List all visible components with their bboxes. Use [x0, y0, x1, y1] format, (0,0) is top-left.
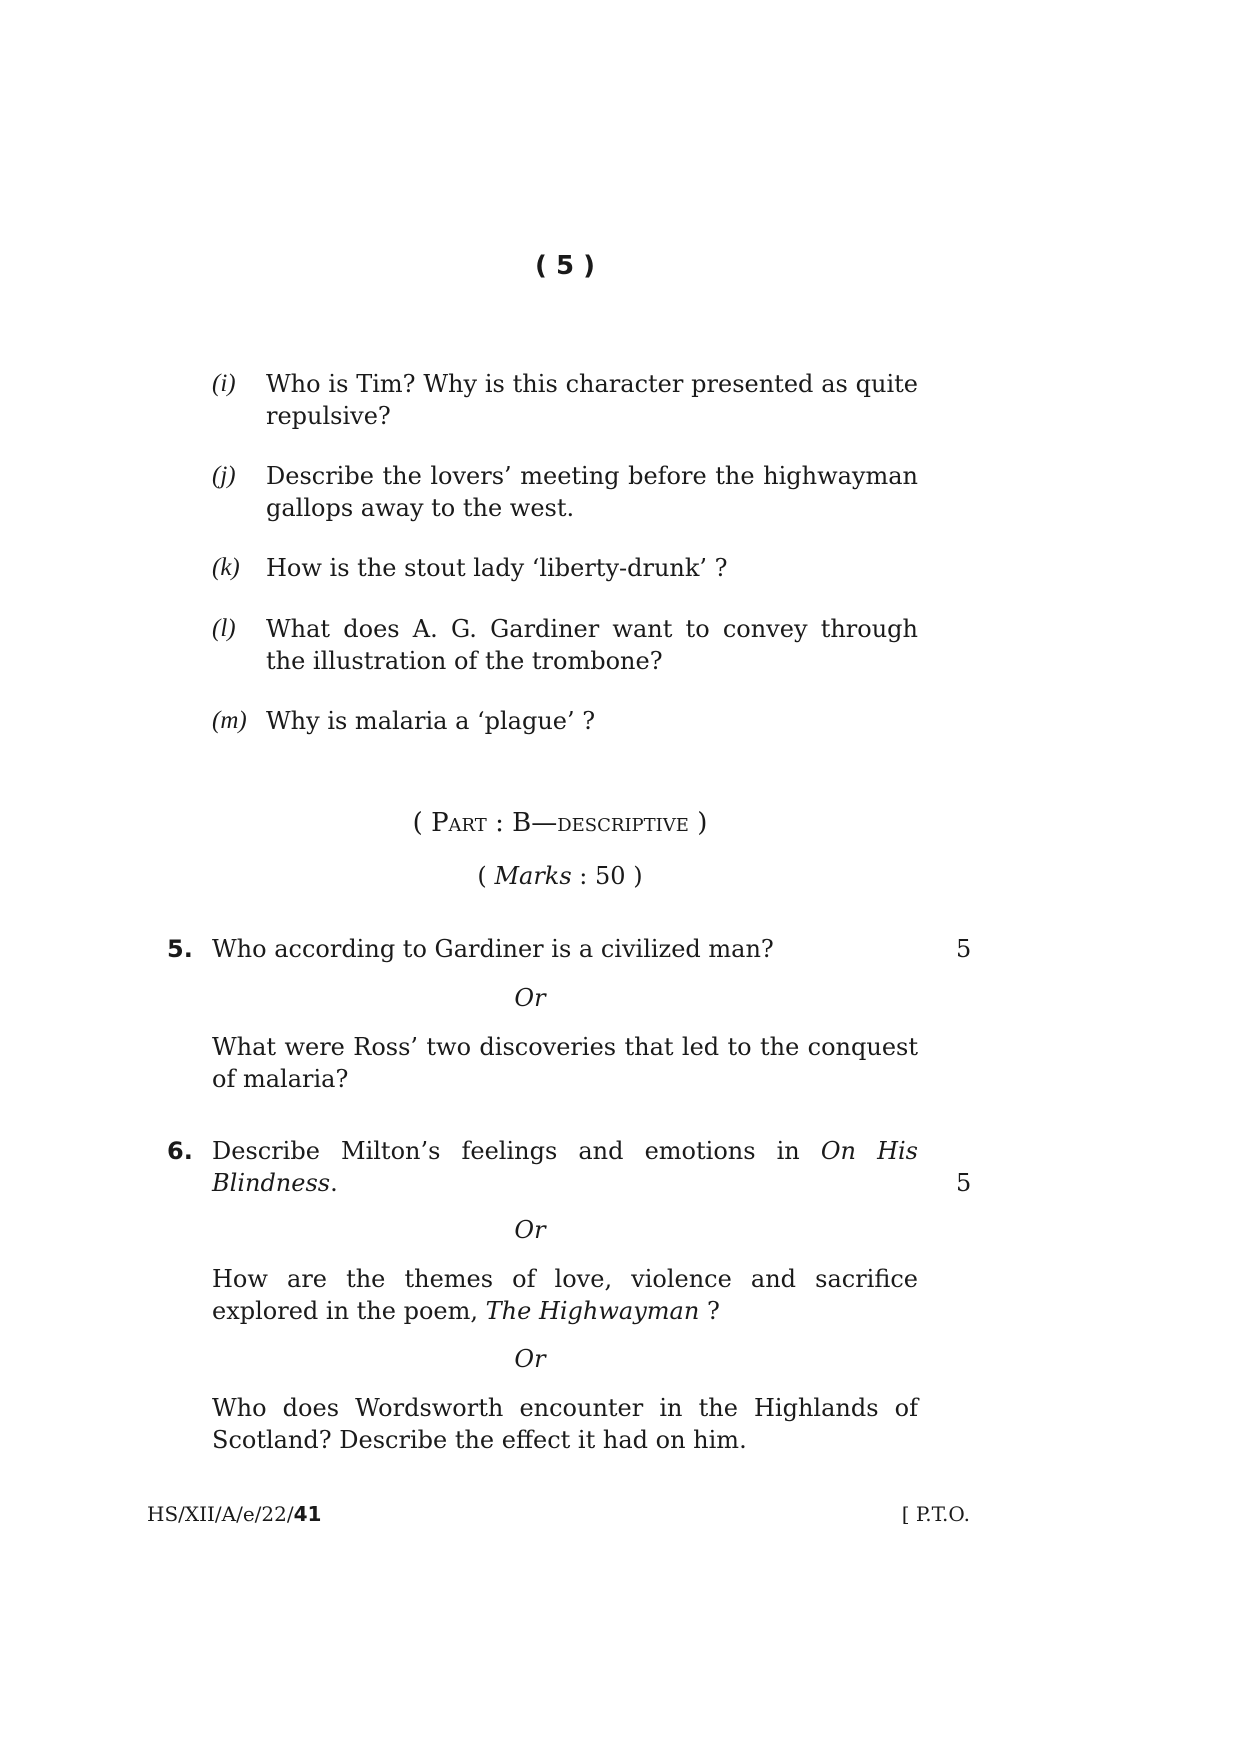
marks-note [400, 860, 720, 892]
heading-open-paren: ( [412, 808, 423, 838]
question-text: Who is Tim? Why is this character presented as quite repulsive? [266, 370, 918, 430]
part-b-heading [330, 806, 790, 840]
question-text: Why is malaria a ‘plague’ ? [266, 707, 596, 735]
alt-text-end: ? [706, 1297, 720, 1325]
question-number: 5. [167, 935, 193, 963]
or-separator: Or [514, 1216, 546, 1244]
alt-text-main: How are the themes of love, violence and sacrifice explored in the poem, [212, 1265, 918, 1325]
heading-colon: : [495, 808, 504, 838]
page-number: ( 5 ) [535, 251, 595, 281]
question-marks: 5 [956, 1169, 972, 1197]
paper-code [147, 1500, 321, 1528]
question-alt-text [212, 1263, 918, 1327]
question-label: (k) [212, 554, 240, 581]
question-marks: 5 [956, 935, 972, 963]
paper-code-prefix: HS/XII/A/e/22/ [147, 1502, 294, 1526]
pto-note: [ P.T.O. [901, 1502, 970, 1526]
or-separator: Or [514, 1345, 546, 1373]
poem-title: The Highwayman [485, 1297, 700, 1325]
marks-label: Marks [494, 862, 572, 890]
question-text [212, 1135, 918, 1199]
heading-close-paren: ) [697, 808, 708, 838]
question-text: What does A. G. Gardiner want to convey through the illustration of the trombone? [266, 615, 918, 675]
or-separator: Or [514, 984, 546, 1012]
paper-code-number: 41 [293, 1502, 322, 1526]
question-text: Who according to Gardiner is a civilized man? [212, 935, 774, 963]
question-label: (l) [212, 615, 236, 642]
poem-title: On His Blindness [212, 1137, 918, 1197]
heading-part-letter: B— [512, 808, 558, 838]
heading-title: descriptive [557, 808, 689, 838]
question-text-end: . [330, 1169, 338, 1197]
question-alt-text: What were Ross’ two discoveries that led to the conquest of malaria? [212, 1033, 918, 1093]
question-label: (j) [212, 462, 236, 489]
question-label: (i) [212, 370, 236, 397]
question-text: Describe the lovers’ meeting before the highwayman gallops away to the west. [266, 462, 918, 522]
question-text: How is the stout lady ‘liberty-drunk’ ? [266, 554, 728, 582]
marks-close-paren: ) [633, 862, 643, 890]
question-text-main: Describe Milton’s feelings and emotions in [212, 1137, 800, 1165]
question-label: (m) [212, 707, 247, 734]
marks-value: : 50 [579, 862, 626, 890]
heading-part-word: Part [431, 808, 487, 838]
question-number: 6. [167, 1137, 193, 1165]
question-alt-text: Who does Wordsworth encounter in the Highlands of Scotland? Describe the effect it had on him. [212, 1394, 918, 1454]
marks-open-paren: ( [477, 862, 487, 890]
